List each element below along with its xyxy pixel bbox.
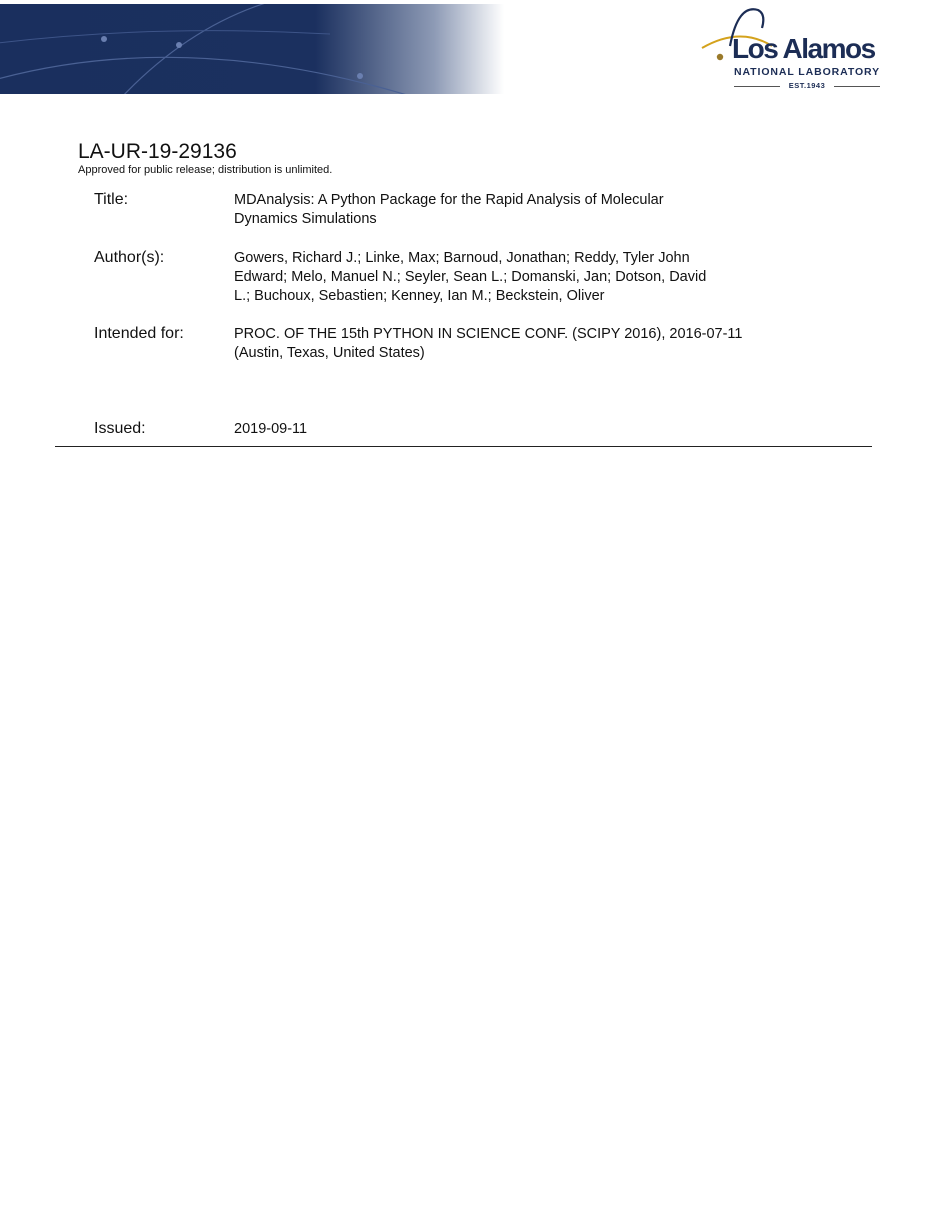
release-statement: Approved for public release; distribution is unlimited. bbox=[78, 164, 333, 176]
intended-for-line: PROC. OF THE 15th PYTHON IN SCIENCE CONF. (SCIPY 2016), 2016-07-11 bbox=[234, 326, 743, 342]
los-alamos-logo bbox=[700, 6, 886, 92]
intended-for-value bbox=[234, 325, 794, 363]
intended-for-line: (Austin, Texas, United States) bbox=[234, 345, 425, 361]
logo-rule-left bbox=[734, 86, 780, 87]
issued-label: Issued: bbox=[94, 420, 146, 437]
intended-for-label: Intended for: bbox=[94, 325, 184, 342]
authors-line: Gowers, Richard J.; Linke, Max; Barnoud, Jonathan; Reddy, Tyler John bbox=[234, 250, 690, 266]
authors-label: Author(s): bbox=[94, 249, 165, 266]
logo-subtitle: NATIONAL LABORATORY bbox=[734, 66, 881, 78]
logo-rule-right bbox=[834, 86, 880, 87]
report-number: LA-UR-19-29136 bbox=[78, 140, 237, 163]
authors-line: Edward; Melo, Manuel N.; Seyler, Sean L.; Domanski, Jan; Dotson, David bbox=[234, 269, 707, 285]
issued-value: 2019-09-11 bbox=[234, 421, 308, 437]
authors-value bbox=[234, 249, 794, 306]
header-banner bbox=[0, 4, 700, 94]
divider bbox=[55, 446, 872, 447]
banner-orbit-graphic bbox=[0, 4, 700, 94]
title-line: MDAnalysis: A Python Package for the Rapid Analysis of Molecular bbox=[234, 192, 664, 208]
logo-established-row bbox=[734, 81, 880, 93]
title-value bbox=[234, 191, 794, 229]
title-label: Title: bbox=[94, 191, 129, 208]
logo-wordmark: Los Alamos bbox=[732, 33, 875, 64]
logo-established: EST.1943 bbox=[788, 81, 826, 90]
title-line: Dynamics Simulations bbox=[234, 211, 377, 227]
authors-line: L.; Buchoux, Sebastien; Kenney, Ian M.; Beckstein, Oliver bbox=[234, 288, 605, 304]
